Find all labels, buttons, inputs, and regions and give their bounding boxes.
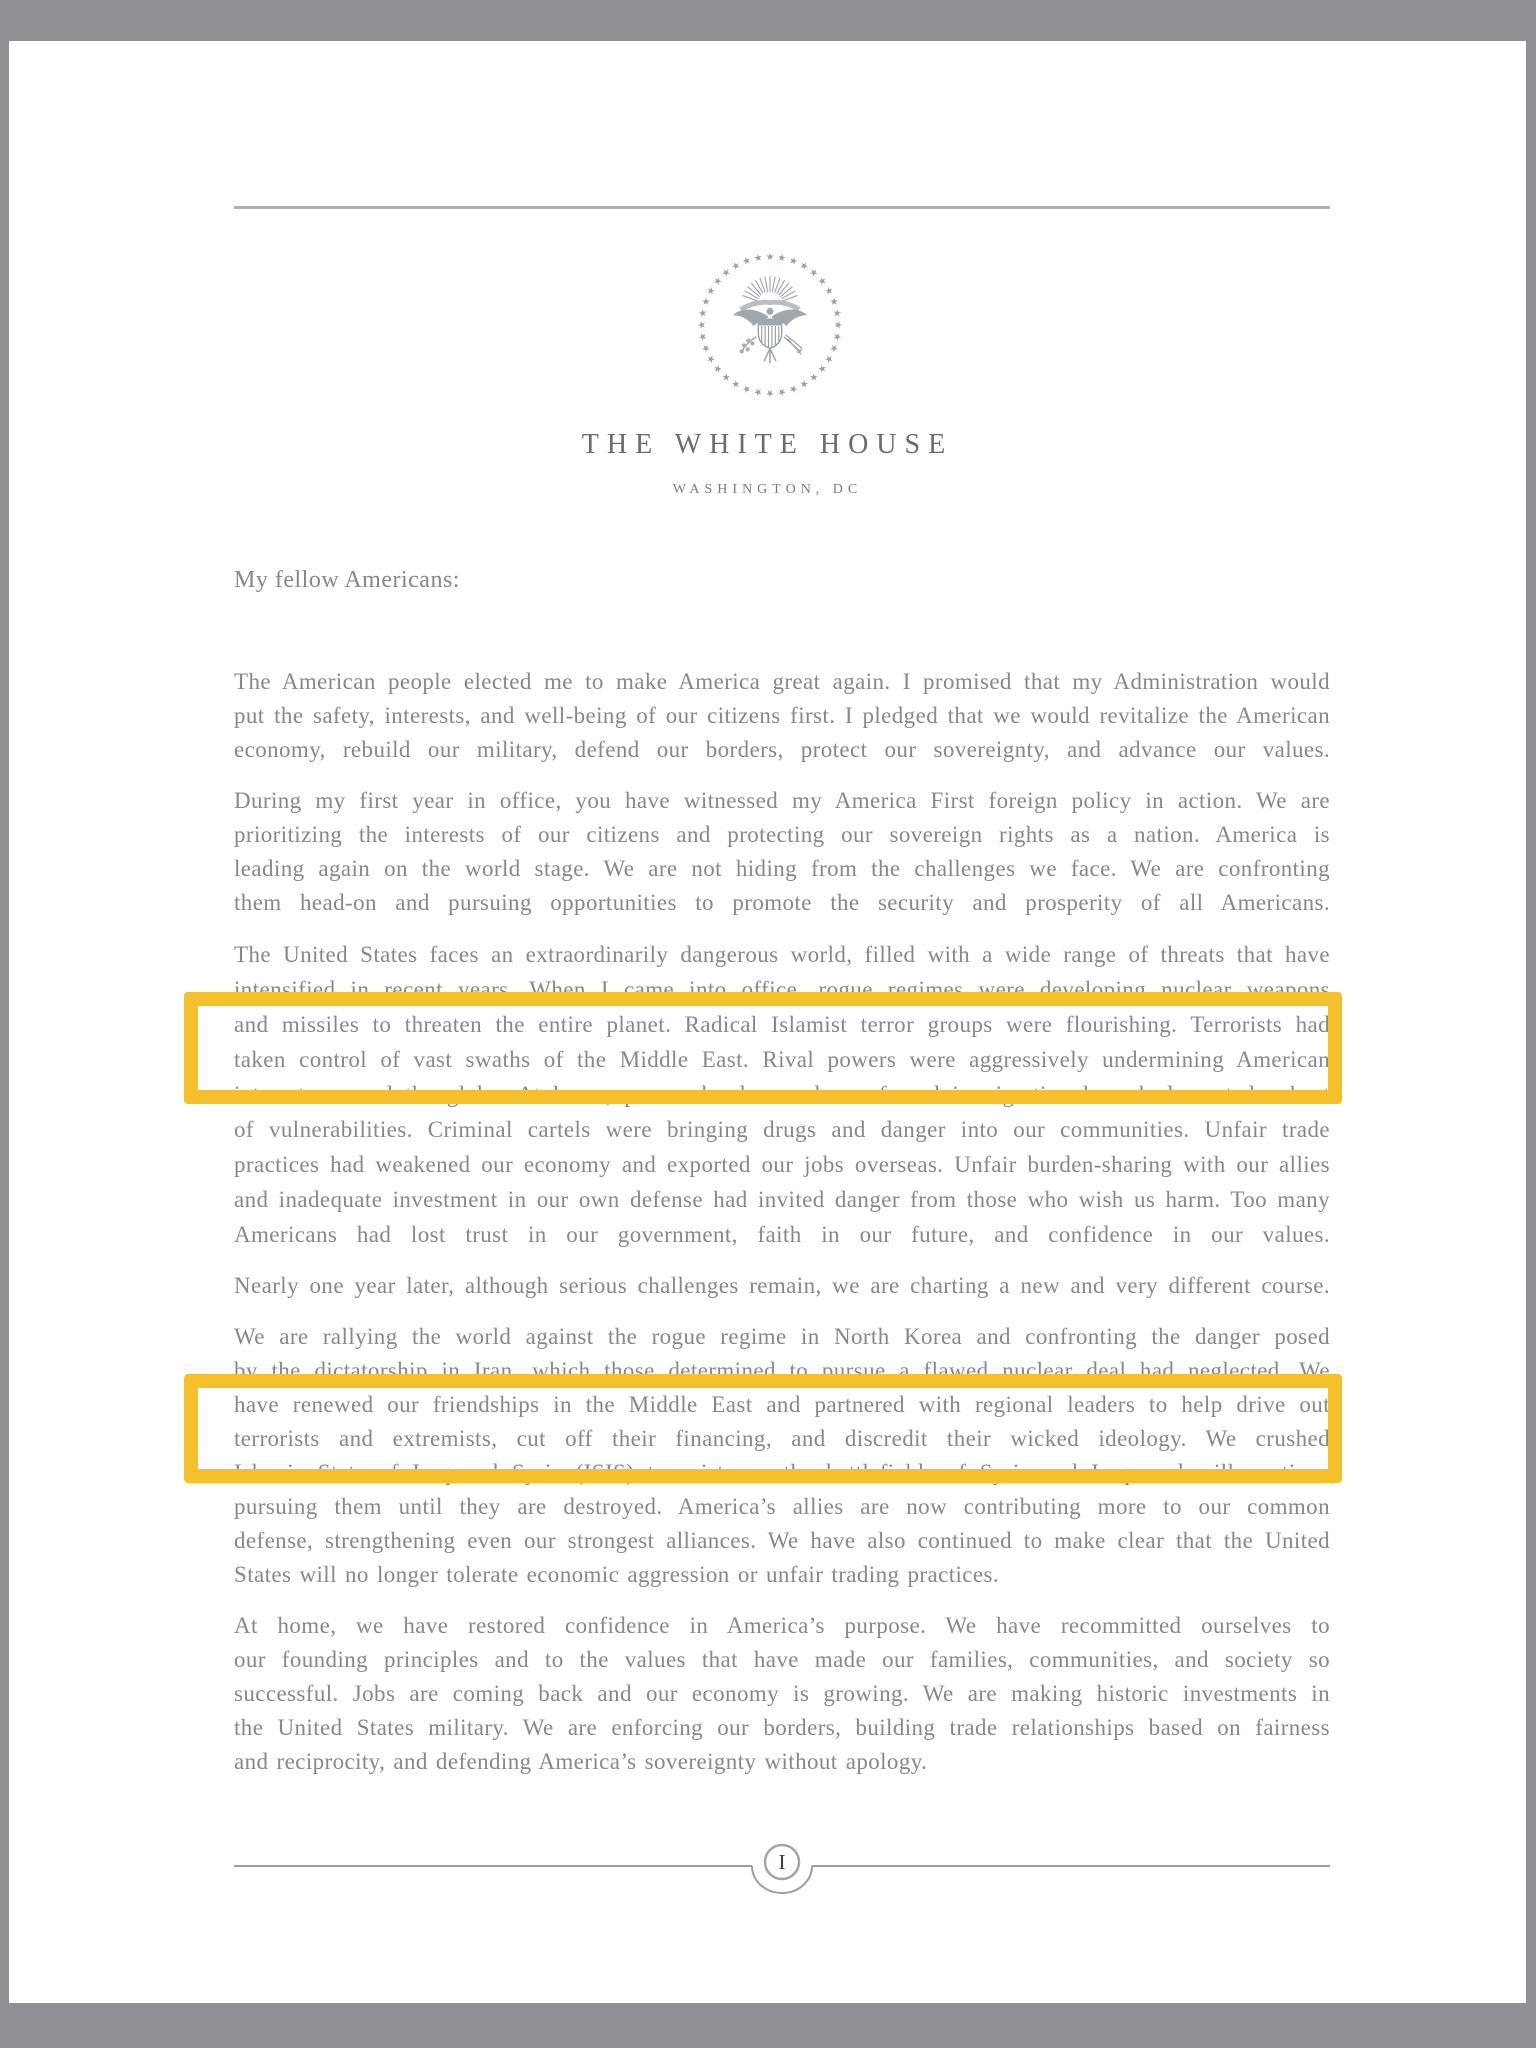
letter-line: Nearly one year later, although serious challenges remain, we are charting a new and very different course. (234, 1273, 1330, 1298)
letter-line: economy, rebuild our military, defend our borders, protect our sovereignty, and advance our values. (234, 737, 1330, 762)
salutation: My fellow Americans: (234, 567, 460, 593)
letter-line: put the safety, interests, and well-being of our citizens first. I pledged that we would revitalize the American (234, 703, 1330, 728)
paragraph-4 (234, 1269, 1330, 1303)
letter-line: The American people elected me to make America great again. I promised that my Administration would (234, 669, 1330, 694)
letter-line: States will no longer tolerate economic aggression or unfair trading practices. (234, 1562, 1000, 1587)
letter-body (234, 563, 1330, 1779)
letter-line: At home, we have restored confidence in America’s purpose. We have recommitted ourselves to (234, 1613, 1330, 1638)
letter-line: and missiles to threaten the entire planet. Radical Islamist terror groups were flourishing. Terrorists had (234, 1012, 1330, 1037)
letter-line: them head-on and pursuing opportunities to promote the security and prosperity of all Americans. (234, 890, 1330, 915)
letter-line: our founding principles and to the values that have made our families, communities, and society so (234, 1647, 1330, 1672)
letter-line: of vulnerabilities. Criminal cartels were bringing drugs and danger into our communities. Unfair trade (234, 1117, 1330, 1142)
letter-line: by the dictatorship in Iran, which those determined to pursue a flawed nuclear deal had neglected. We (234, 1358, 1330, 1383)
letter-line: practices had weakened our economy and exported our jobs overseas. Unfair burden-sharing with our allies (234, 1152, 1330, 1177)
document-page (9, 41, 1526, 2003)
letter-line: defense, strengthening even our strongest alliances. We have also continued to make clear that the United (234, 1528, 1330, 1553)
letter-line: pursuing them until they are destroyed. America’s allies are now contributing more to our common (234, 1494, 1330, 1519)
letter-line: prioritizing the interests of our citizens and protecting our sovereign rights as a nation. America is (234, 822, 1330, 847)
letter-line: have renewed our friendships in the Middle East and partnered with regional leaders to help drive out (234, 1392, 1330, 1417)
letter-line: Americans had lost trust in our government, faith in our future, and confidence in our values. (234, 1222, 1330, 1247)
letter-line: interests around the globe. At home, porous borders and unenforced immigration laws had created a host (234, 1082, 1330, 1107)
letter-line: We are rallying the world against the rogue regime in North Korea and confronting the danger posed (234, 1324, 1330, 1349)
letter-line: terrorists and extremists, cut off their financing, and discredit their wicked ideology. We crushed (234, 1426, 1330, 1451)
paragraph-6 (234, 1609, 1330, 1779)
letter-line: and inadequate investment in our own defense had invited danger from those who wish us harm. Too many (234, 1187, 1330, 1212)
paragraph-1 (234, 665, 1330, 767)
paragraph-3 (234, 937, 1330, 1252)
top-rule (234, 206, 1330, 209)
letter-line: successful. Jobs are coming back and our economy is growing. We are making historic investments in (234, 1681, 1330, 1706)
page-number: I (778, 1850, 786, 1874)
letterhead-title: THE WHITE HOUSE (581, 429, 954, 460)
paragraph-5 (234, 1320, 1330, 1592)
letterhead-subtitle: WASHINGTON, DC (672, 482, 863, 497)
letter-line: taken control of vast swaths of the Middle East. Rival powers were aggressively undermining American (234, 1047, 1330, 1072)
paragraph-2 (234, 784, 1330, 920)
letter-line: Islamic State of Iraq and Syria (ISIS) terrorists on the battlefields of Syria and Iraq, and will continue (234, 1460, 1330, 1485)
presidential-seal-icon (692, 247, 848, 403)
footer-ornament (234, 1836, 1330, 1902)
letter-line: The United States faces an extraordinarily dangerous world, filled with a wide range of threats that have (234, 942, 1330, 967)
letter-line: intensified in recent years. When I came into office, rogue regimes were developing nuclear weapons (234, 977, 1330, 1002)
letter-line: and reciprocity, and defending America’s sovereignty without apology. (234, 1749, 928, 1774)
letter-line: During my first year in office, you have witnessed my America First foreign policy in action. We are (234, 788, 1330, 813)
letter-line: leading again on the world stage. We are not hiding from the challenges we face. We are confronting (234, 856, 1330, 881)
letter-line: the United States military. We are enforcing our borders, building trade relationships based on fairness (234, 1715, 1330, 1740)
